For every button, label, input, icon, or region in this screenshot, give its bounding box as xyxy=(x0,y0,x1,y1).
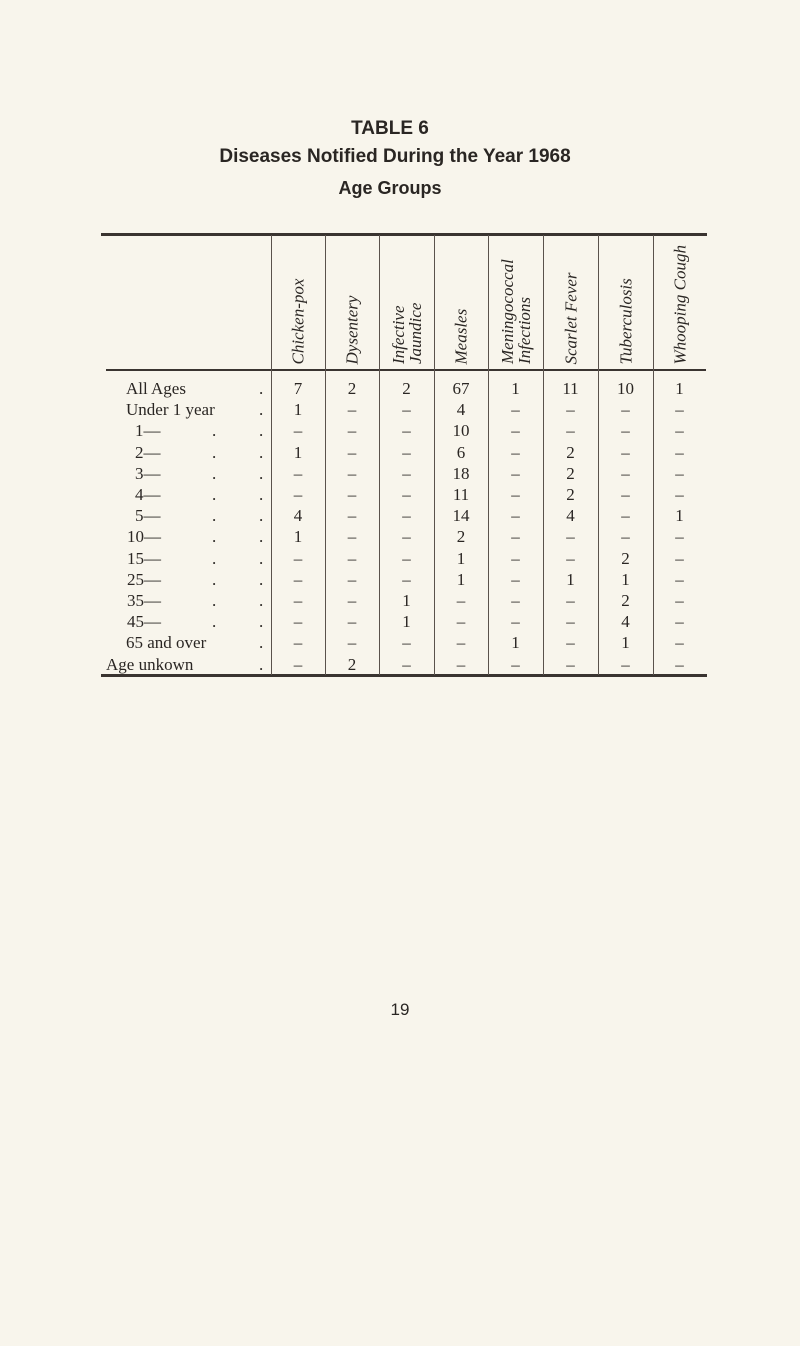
table-cell: – xyxy=(621,506,630,526)
leader-dot: . xyxy=(212,442,217,462)
table-cell: – xyxy=(347,400,357,420)
table-cell: – xyxy=(402,548,411,568)
row-label: All Ages xyxy=(126,379,186,398)
table-cell: – xyxy=(511,591,520,610)
table-cell: – xyxy=(456,612,466,632)
header-rule xyxy=(106,369,706,371)
table-cell: – xyxy=(402,463,411,483)
column-header xyxy=(653,238,706,366)
leader-dot: . xyxy=(212,527,217,547)
table-cell: 4 xyxy=(621,612,630,632)
table-cell: – xyxy=(621,400,630,420)
column-header xyxy=(598,238,653,366)
column-header-label: Whooping Cough xyxy=(670,244,689,364)
table-cell: 2 xyxy=(347,379,357,398)
table-cell: – xyxy=(566,527,575,547)
leader-dot: . xyxy=(259,400,264,420)
table-cell: 2 xyxy=(566,485,575,504)
column-header xyxy=(434,238,488,366)
table-cell: – xyxy=(293,591,303,610)
table-cell: – xyxy=(347,485,357,504)
table-cell: 2 xyxy=(566,463,575,483)
table-cell: 2 xyxy=(347,654,357,674)
table-cell: 1 xyxy=(456,548,466,568)
page-number: 19 xyxy=(390,1000,410,1019)
table-cell: – xyxy=(566,421,575,441)
table-cell: – xyxy=(293,485,303,504)
table-cell: 18 xyxy=(452,463,470,483)
table-cell: – xyxy=(347,612,357,632)
table-cell: – xyxy=(621,421,630,441)
table-cell: 2 xyxy=(402,379,411,398)
table-cell: – xyxy=(402,569,411,589)
table-cell: 2 xyxy=(566,442,575,462)
table-cell: – xyxy=(566,654,575,674)
leader-dot: . xyxy=(212,485,217,504)
leader-dot: . xyxy=(259,548,264,568)
table-cell: – xyxy=(511,400,520,420)
table-cell: 67 xyxy=(452,379,470,398)
column-header xyxy=(379,238,434,366)
table-cell: 7 xyxy=(293,379,303,398)
leader-dot: . xyxy=(259,442,264,462)
leader-dot: . xyxy=(212,569,217,589)
table-cell: 1 xyxy=(566,569,575,589)
table-cell: – xyxy=(293,421,303,441)
table-cell: – xyxy=(293,633,303,653)
table-cell: 4 xyxy=(456,400,466,420)
table-cell: – xyxy=(566,548,575,568)
column-header xyxy=(543,238,598,366)
column-header xyxy=(325,238,379,366)
row-label: 1— xyxy=(135,421,161,441)
table-cell: 1 xyxy=(456,569,466,589)
table-cell: – xyxy=(456,654,466,674)
table-title: TABLE 6 xyxy=(351,118,429,139)
table-cell: – xyxy=(402,442,411,462)
leader-dot: . xyxy=(212,421,217,441)
table-cell: – xyxy=(402,633,411,653)
leader-dot: . xyxy=(259,463,264,483)
table-cell: – xyxy=(347,463,357,483)
table-cell: – xyxy=(402,421,411,441)
column-header-label: Chicken-pox xyxy=(288,278,308,364)
table-cell: – xyxy=(621,463,630,483)
table-cell: – xyxy=(511,527,520,547)
table-cell: – xyxy=(347,527,357,547)
leader-dot: . xyxy=(259,633,264,653)
table-cell: – xyxy=(347,591,357,610)
table-cell: – xyxy=(675,591,684,610)
column-header-label: Tuberculosis xyxy=(616,277,635,364)
table-cell: – xyxy=(675,463,684,483)
table-cell: – xyxy=(293,654,303,674)
column-header-label: Measles xyxy=(451,308,471,364)
table-cell: – xyxy=(347,569,357,589)
table-cell: 4 xyxy=(566,506,575,526)
table-cell: – xyxy=(621,654,630,674)
row-label: 3— xyxy=(135,463,161,483)
table-cell: 2 xyxy=(621,591,630,610)
table-cell: 6 xyxy=(456,442,466,462)
column-header-label: Dysentery xyxy=(342,295,362,364)
table-cell: – xyxy=(402,527,411,547)
table-cell: – xyxy=(293,548,303,568)
table-cell: – xyxy=(456,633,466,653)
leader-dot: . xyxy=(259,421,264,441)
table-cell: 1 xyxy=(621,633,630,653)
table-cell: – xyxy=(675,569,684,589)
table-cell: – xyxy=(511,485,520,504)
table-cell: 11 xyxy=(452,485,470,504)
top-rule xyxy=(101,233,707,236)
table-cell: – xyxy=(675,442,684,462)
leader-dot: . xyxy=(212,506,217,526)
table-cell: – xyxy=(675,421,684,441)
row-label: 5— xyxy=(135,506,161,526)
leader-dot: . xyxy=(212,548,217,568)
table-cell: 1 xyxy=(293,442,303,462)
leader-dot: . xyxy=(259,485,264,504)
column-header xyxy=(271,238,325,366)
row-label: 45— xyxy=(127,612,161,632)
row-label: 25— xyxy=(127,569,161,589)
leader-dot: . xyxy=(259,591,264,610)
table-cell: 11 xyxy=(562,379,579,398)
table-cell: – xyxy=(293,463,303,483)
row-label: 15— xyxy=(127,548,161,568)
table-cell: – xyxy=(621,442,630,462)
leader-dot: . xyxy=(259,654,264,674)
row-label: Under 1 year xyxy=(126,400,215,420)
table-cell: – xyxy=(347,633,357,653)
table-cell: – xyxy=(402,506,411,526)
table-cell: – xyxy=(675,400,684,420)
table-cell: 2 xyxy=(456,527,466,547)
table-cell: – xyxy=(293,612,303,632)
row-label: 65 and over xyxy=(126,633,207,653)
table-cell: – xyxy=(675,527,684,547)
table-cell: – xyxy=(402,400,411,420)
leader-dot: . xyxy=(259,569,264,589)
row-label: Age unkown xyxy=(106,654,194,674)
leader-dot: . xyxy=(212,612,217,632)
column-header-label: Infective Jaundice xyxy=(388,302,425,364)
leader-dot: . xyxy=(259,527,264,547)
table-cell: – xyxy=(675,654,684,674)
table-cell: 1 xyxy=(293,527,303,547)
row-label: 4— xyxy=(135,485,161,504)
table-cell: – xyxy=(511,654,520,674)
column-header xyxy=(488,238,543,366)
table-cell: 1 xyxy=(621,569,630,589)
table-cell: – xyxy=(675,612,684,632)
table-cell: – xyxy=(511,506,520,526)
table-cell: – xyxy=(511,612,520,632)
table-cell: – xyxy=(347,442,357,462)
table-cell: – xyxy=(511,463,520,483)
table-cell: 1 xyxy=(293,400,303,420)
leader-dot: . xyxy=(212,463,217,483)
table-cell: – xyxy=(402,654,411,674)
table-cell: – xyxy=(293,569,303,589)
leader-dot: . xyxy=(259,379,264,398)
leader-dot: . xyxy=(259,612,264,632)
row-label: 10— xyxy=(127,527,161,547)
table-cell: – xyxy=(347,421,357,441)
table-cell: – xyxy=(621,527,630,547)
table-cell: 1 xyxy=(511,633,520,653)
table-cell: 4 xyxy=(293,506,303,526)
table-cell: – xyxy=(511,569,520,589)
leader-dot: . xyxy=(212,591,217,610)
column-header-label: Scarlet Fever xyxy=(561,271,580,364)
table-subtitle: Diseases Notified During the Year 1968 xyxy=(219,146,571,167)
table-cell: 1 xyxy=(675,379,684,398)
row-label: 2— xyxy=(135,442,161,462)
table-cell: 10 xyxy=(617,379,634,398)
table-cell: 14 xyxy=(452,506,470,526)
column-header-label: Meningococcal Infections xyxy=(497,259,534,364)
table-cell: 1 xyxy=(675,506,684,526)
table-cell: – xyxy=(621,485,630,504)
table-cell: – xyxy=(675,485,684,504)
table-cell: 10 xyxy=(452,421,470,441)
table-cell: 1 xyxy=(402,612,411,632)
table-cell: – xyxy=(511,421,520,441)
table-cell: 1 xyxy=(511,379,520,398)
table-cell: – xyxy=(566,591,575,610)
row-label: 35— xyxy=(127,591,161,610)
table-cell: – xyxy=(511,548,520,568)
table-cell: – xyxy=(675,633,684,653)
table-cell: – xyxy=(566,400,575,420)
table-cell: – xyxy=(566,633,575,653)
table-cell: 2 xyxy=(621,548,630,568)
table-cell: – xyxy=(402,485,411,504)
table-cell: – xyxy=(347,548,357,568)
table-cell: – xyxy=(566,612,575,632)
table-cell: – xyxy=(347,506,357,526)
leader-dot: . xyxy=(259,506,264,526)
table-cell: – xyxy=(511,442,520,462)
table-cell: – xyxy=(675,548,684,568)
age-groups-heading: Age Groups xyxy=(338,178,442,198)
table-cell: – xyxy=(456,591,466,610)
table-cell: 1 xyxy=(402,591,411,610)
